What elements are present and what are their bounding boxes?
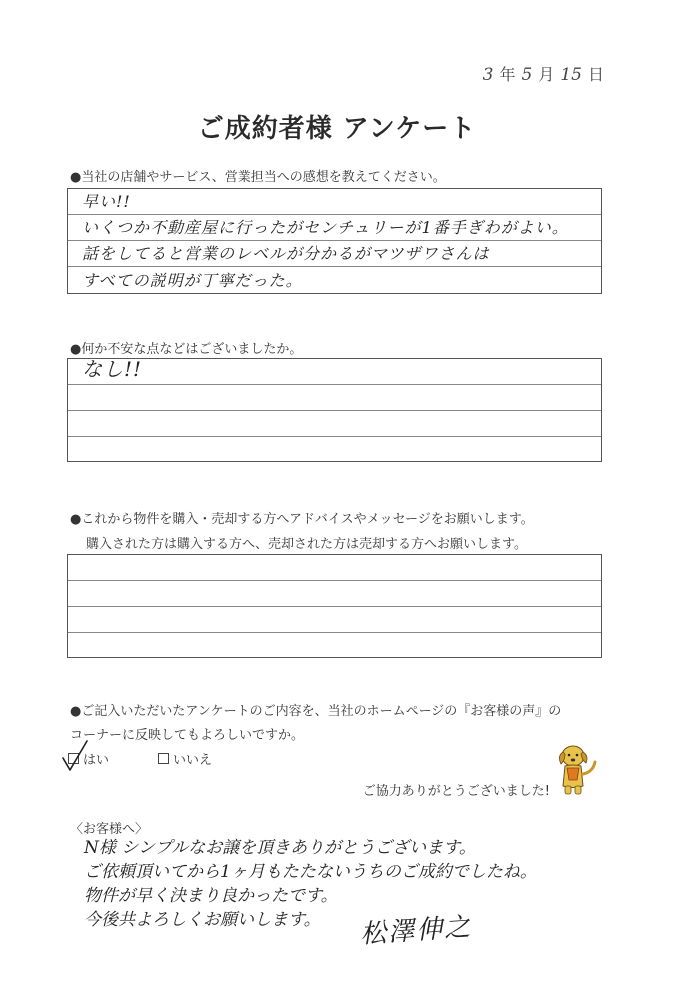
date-day: 15 [560,65,582,85]
answer-line [68,189,601,215]
date-year: 3 [482,65,494,85]
no-label: いいえ [173,753,213,768]
no-checkbox[interactable] [158,753,169,764]
answer-text: 早い!! [82,192,131,211]
date [483,62,604,85]
customer-message-header: 〈お客様へ〉 [70,822,149,837]
consent-question-line1: ●ご記入いただいたアンケートのご内容を、当社のホームページの『お客様の声』の [70,704,562,719]
question-3-label: ●これから物件を購入・売却する方へアドバイスやメッセージをお願いします。 [70,512,534,527]
message-line: ご依頼頂いてから1ヶ月もたたないうちのご成約でしたね。 [84,862,537,882]
answer-line [68,267,601,293]
answer-line [68,437,601,463]
answer-line [68,607,601,633]
date-month-unit: 月 [538,65,555,84]
answer-text: なし!! [82,357,143,381]
date-year-unit: 年 [499,65,516,84]
yes-label: はい [83,753,110,768]
answer-line [68,385,601,411]
date-day-unit: 日 [587,65,604,84]
answer-line [68,215,601,241]
consent-no-option[interactable] [158,749,212,768]
message-line: 物件が早く決まり良かったです。 [84,886,338,906]
answer-line [68,555,601,581]
answer-line [68,411,601,437]
question-1-label: ●当社の店舗やサービス、営業担当への感想を教えてください。 [70,170,446,185]
signature: 松澤伸之 [359,912,474,950]
answer-line [68,581,601,607]
thanks-message: ご協力ありがとうございました! [362,784,550,799]
checkmark-icon [60,738,90,774]
message-line: 今後共よろしくお願いします。 [84,910,321,930]
consent-question-line2: コーナーに反映してもよろしいですか。 [70,728,305,743]
answer-text: いくつか不動産屋に行ったがセンチュリーが1番手ぎわがよい。 [82,218,569,237]
page-title: ご成約者様 アンケート [197,114,477,144]
question-3-sublabel: 購入された方は購入する方へ、売却された方は売却する方へお願いします。 [86,537,527,552]
question-2-answer-box[interactable] [67,358,602,462]
message-line: N様 シンプルなお譲を頂きありがとうございます。 [84,838,476,858]
date-month: 5 [521,65,533,85]
question-1-answer-box[interactable] [67,188,602,294]
answer-text: すべての説明が丁寧だった。 [82,271,303,290]
question-2-label: ●何か不安な点などはございましたか。 [70,342,303,357]
question-3-answer-box[interactable] [67,554,602,658]
answer-line [68,633,601,659]
dog-mascot-icon [553,742,601,798]
answer-line [68,241,601,267]
answer-line [68,359,601,385]
answer-text: 話をしてると営業のレベルが分かるがマツザワさんは [82,244,490,263]
